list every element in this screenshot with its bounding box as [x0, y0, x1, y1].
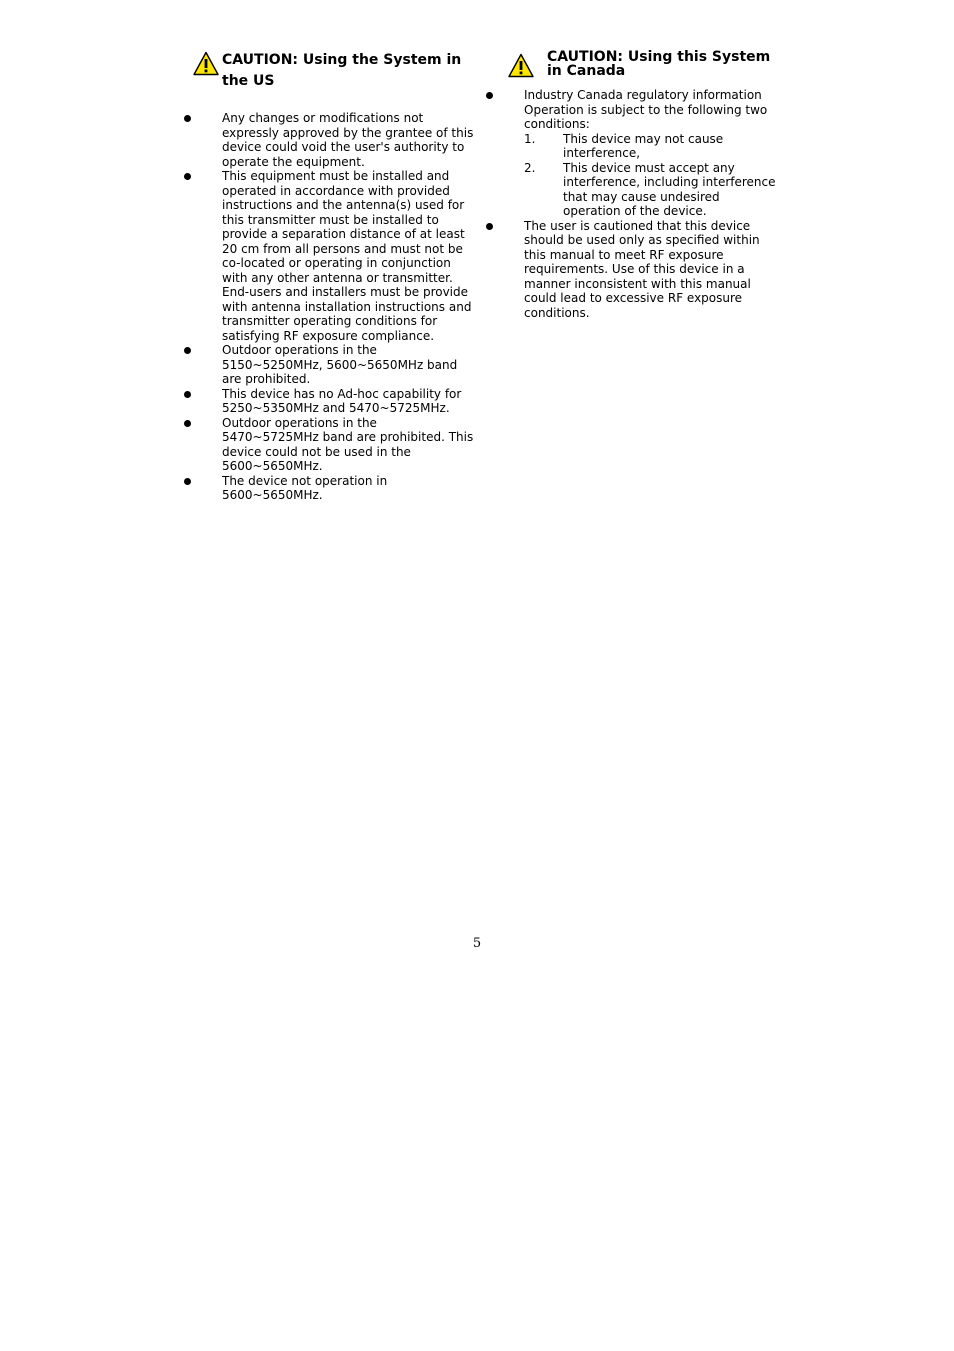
list-item [184, 387, 474, 416]
list-item [486, 219, 776, 321]
list-item-text: This device has no Ad-hoc capability for 5250~5350MHz and 5470~5725MHz. [222, 386, 462, 415]
page-number: 5 [472, 936, 482, 951]
list-item-text: Outdoor operations in the 5470~5725MHz band are prohibited. This device could not be used in the 5600~5650MHz. [222, 415, 474, 473]
list-item [486, 88, 776, 219]
warning-triangle-icon [193, 51, 219, 76]
condition-number: 2. [524, 160, 536, 175]
bullet-icon [486, 223, 493, 230]
canada-caution-list [486, 88, 776, 320]
us-caution-heading [184, 50, 474, 92]
us-caution-title: CAUTION: Using the System in the US [222, 52, 462, 89]
list-item-text: Outdoor operations in the 5150~5250MHz, 5600~5650MHz band are prohibited. [222, 343, 458, 386]
list-item-text: This equipment must be installed and operated in accordance with provided instructions and the antenna(s) used for this transmitter must be installed to provide a separation distance of at least 20 cm from all persons and must not be co-located or operating in conjunction with any other antenna or transmitter. End-users and installers must be provide with antenna installation instructions and transmitter operating conditions for satisfying RF exposure compliance. [222, 169, 472, 343]
bullet-icon [486, 92, 493, 99]
us-caution-section [184, 50, 474, 503]
bullet-icon [184, 478, 191, 485]
bullet-icon [184, 173, 191, 180]
list-item [184, 474, 474, 503]
condition-text: This device may not cause interference, [563, 131, 724, 160]
list-item [184, 416, 474, 474]
warning-triangle-icon [508, 53, 534, 78]
canada-caution-heading [486, 50, 776, 78]
bullet-icon [184, 347, 191, 354]
bullet-icon [184, 115, 191, 122]
bullet-icon [184, 420, 191, 427]
condition-number: 1. [524, 131, 536, 146]
condition-item [524, 132, 776, 161]
canada-caution-title: CAUTION: Using this System in Canada [547, 49, 771, 79]
bullet-icon [184, 391, 191, 398]
conditions-list [524, 132, 776, 219]
list-item-text: The user is cautioned that this device should be used only as specified within this manual to meet RF exposure requirements. Use of this device in a manner inconsistent with this manual could lead to excessive RF exposure conditions. [524, 218, 760, 320]
list-item [184, 111, 474, 169]
condition-text: This device must accept any interference, including interference that may cause undesired operation of the device. [563, 160, 776, 218]
condition-item [524, 161, 776, 219]
canada-caution-section [486, 50, 776, 320]
canada-intro-text: Industry Canada regulatory information Operation is subject to the following two conditions: [524, 88, 768, 131]
list-item [184, 169, 474, 343]
list-item-text: The device not operation in 5600~5650MHz. [222, 473, 388, 502]
list-item [184, 343, 474, 387]
list-item-text: Any changes or modifications not expressly approved by the grantee of this device could void the user's authority to operate the equipment. [222, 111, 474, 169]
us-caution-list [184, 111, 474, 503]
